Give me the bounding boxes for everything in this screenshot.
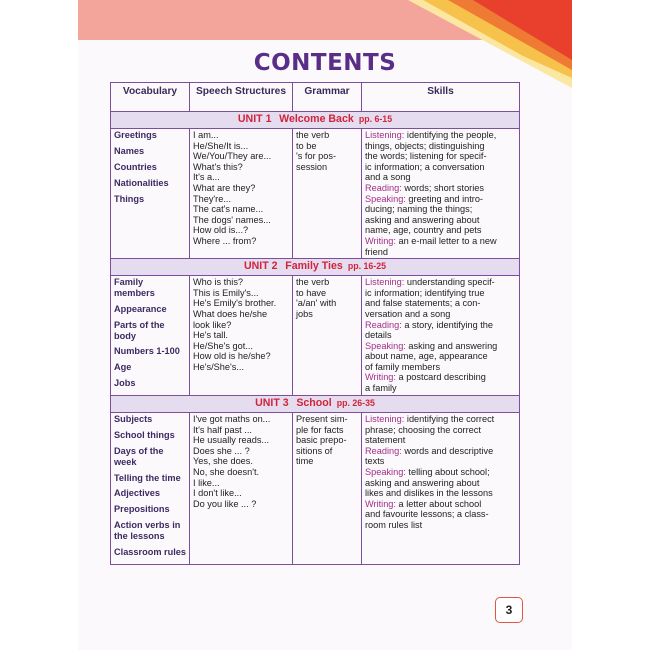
skill-line	[365, 478, 516, 489]
skill-line	[365, 467, 516, 478]
vocabulary-item: Subjects	[114, 414, 153, 425]
unit-header	[111, 396, 520, 413]
skill-text: and favourite lessons; a class-	[365, 509, 489, 520]
speech-structure-line: I am...	[193, 130, 219, 140]
grammar-line: to have	[296, 287, 327, 298]
skill-text: about name, age, appearance	[365, 351, 488, 362]
skill-line	[365, 383, 516, 394]
skills-cell	[362, 129, 520, 259]
unit-pages: pp. 16-25	[347, 261, 386, 272]
skill-line	[365, 288, 516, 299]
speech-structure-line: I like...	[193, 477, 220, 488]
grammar-cell	[293, 276, 362, 396]
unit-pages: pp. 6-15	[358, 114, 393, 124]
skill-line	[365, 414, 516, 425]
speech-structure-line: He/She's got...	[193, 340, 253, 351]
skill-line	[365, 425, 516, 436]
unit-content-row	[111, 276, 520, 396]
vocabulary-list	[114, 414, 186, 558]
skill-text: identifying the people,	[404, 130, 497, 140]
skill-text: ic information; identifying true	[365, 287, 485, 298]
speech-structure-line: Do you like ... ?	[193, 498, 257, 509]
skill-text: identifying the correct	[404, 414, 495, 425]
skill-line	[365, 499, 516, 510]
vocabulary-list	[114, 130, 186, 204]
skill-text: phrase; choosing the correct	[365, 424, 481, 435]
grammar-line: the verb	[296, 277, 330, 288]
grammar-line: sitions of	[296, 445, 333, 456]
speech-structure-line: He's/She's...	[193, 361, 244, 372]
skill-text: asking and answering about	[365, 214, 480, 225]
skill-text: details	[365, 330, 392, 341]
contents-table	[110, 82, 520, 565]
skill-text: ic information; a conversation	[365, 161, 485, 172]
speech-structure-line: He's Emily's brother.	[193, 298, 277, 309]
skill-line	[365, 309, 516, 320]
grammar-line: ple for facts	[296, 424, 344, 435]
vocabulary-item: Classroom rules	[114, 546, 186, 557]
skill-line	[365, 225, 516, 236]
skill-label: Listening:	[365, 414, 405, 425]
skill-line	[365, 298, 516, 309]
book-page	[78, 0, 572, 650]
page-number-badge: 3	[495, 597, 523, 623]
skill-line	[365, 435, 516, 446]
speech-structures-cell	[190, 413, 293, 565]
unit-name: School	[296, 397, 332, 410]
header-speech-structures: Speech Structures	[190, 83, 293, 112]
unit-header	[111, 259, 520, 276]
skill-line	[365, 162, 516, 173]
speech-structure-line: The dogs' names...	[193, 214, 271, 225]
speech-structure-line: He's tall.	[193, 330, 228, 341]
speech-structure-line: He usually reads...	[193, 435, 270, 446]
skill-text: texts	[365, 456, 385, 467]
skill-text: the words; listening for specif-	[365, 151, 487, 162]
vocabulary-item: Family members	[114, 277, 155, 298]
vocabulary-item: Parts of the body	[114, 319, 165, 341]
skill-line	[365, 320, 516, 331]
skill-text: things, objects; distinguishing	[365, 140, 485, 151]
unit-number: UNIT 3	[255, 397, 289, 410]
skill-label: Listening:	[365, 277, 405, 288]
grammar-line: to be	[296, 140, 317, 151]
vocabulary-item: Days of the week	[114, 445, 164, 467]
speech-structure-line: They're...	[193, 193, 232, 204]
skill-line	[365, 204, 516, 215]
vocabulary-item: Telling the time	[114, 472, 181, 483]
grammar-line: 's for pos-	[296, 151, 337, 162]
grammar-line: jobs	[296, 308, 313, 319]
skill-text: ducing; naming the things;	[365, 204, 473, 215]
skill-text: a story, identifying the	[401, 319, 494, 330]
vocabulary-list	[114, 277, 186, 389]
skill-text: words and descriptive	[401, 445, 494, 456]
vocabulary-cell	[111, 413, 190, 565]
unit-pages: pp. 26-35	[336, 398, 375, 409]
skill-line	[365, 520, 516, 531]
skill-label: Speaking:	[365, 193, 406, 204]
vocabulary-item: Greetings	[114, 130, 157, 140]
skill-label: Speaking:	[365, 340, 406, 351]
vocabulary-item: Jobs	[114, 378, 136, 389]
skill-line	[365, 183, 516, 194]
skill-text: asking and answering	[405, 340, 498, 351]
skill-label: Writing:	[365, 235, 396, 246]
speech-structure-line: No, she doesn't.	[193, 467, 260, 478]
skill-text: of family members	[365, 361, 441, 372]
speech-structure-line: The cat's name...	[193, 204, 264, 215]
skill-line	[365, 509, 516, 520]
skill-text: greeting and intro-	[405, 193, 483, 204]
grammar-line: the verb	[296, 130, 330, 140]
skill-text: an e-mail letter to a new	[395, 235, 497, 246]
skill-text: telling about school;	[405, 467, 490, 478]
grammar-line: session	[296, 161, 328, 172]
speech-structure-line: How old is...?	[193, 225, 249, 236]
skill-line	[365, 341, 516, 352]
speech-structure-line: What's this?	[193, 161, 243, 172]
skill-line	[365, 141, 516, 152]
skill-line	[365, 372, 516, 383]
skill-text: asking and answering about	[365, 477, 480, 488]
skill-text: a family	[365, 383, 397, 394]
skill-label: Reading:	[365, 319, 402, 330]
speech-structure-line: Yes, she does.	[193, 456, 253, 467]
skill-text: friend	[365, 246, 388, 257]
unit-name: Family Ties	[285, 260, 343, 273]
skill-label: Writing:	[365, 372, 396, 383]
speech-structure-line: What does he/she	[193, 308, 268, 319]
speech-structure-line: He/She/It is...	[193, 140, 249, 151]
unit-number: UNIT 1	[237, 113, 272, 125]
unit-header	[111, 112, 520, 129]
unit-header-row	[111, 112, 520, 129]
skill-line	[365, 446, 516, 457]
speech-structures-cell	[190, 129, 293, 259]
skills-cell	[362, 276, 520, 396]
grammar-cell	[293, 413, 362, 565]
skill-label: Writing:	[365, 498, 396, 509]
speech-structure-line: This is Emily's...	[193, 287, 259, 298]
grammar-line: 'a/an' with	[296, 298, 337, 309]
skill-text: room rules list	[365, 520, 423, 530]
speech-structure-line: Where ... from?	[193, 235, 257, 246]
table-header-row	[111, 83, 520, 112]
vocabulary-item: Numbers 1-100	[114, 346, 180, 357]
skill-text: name, age, country and pets	[365, 225, 482, 236]
unit-content-row	[111, 129, 520, 259]
grammar-line: time	[296, 456, 314, 467]
vocabulary-cell	[111, 129, 190, 259]
vocabulary-item: School things	[114, 429, 175, 440]
vocabulary-item: Prepositions	[114, 504, 170, 515]
skill-label: Reading:	[365, 182, 402, 193]
speech-structure-line: look like?	[193, 319, 232, 330]
skill-text: versation and a song	[365, 308, 451, 319]
vocabulary-item: Age	[114, 362, 132, 373]
vocabulary-item: Nationalities	[114, 177, 169, 188]
header-skills: Skills	[362, 83, 520, 112]
speech-structure-line: I don't like...	[193, 488, 242, 499]
skill-line	[365, 215, 516, 226]
unit-header-row	[111, 396, 520, 413]
unit-header-row	[111, 259, 520, 276]
unit-number: UNIT 2	[244, 260, 278, 273]
grammar-line: Present sim-	[296, 414, 348, 425]
skill-label: Reading:	[365, 445, 402, 456]
speech-structure-line: How old is he/she?	[193, 351, 271, 362]
skill-line	[365, 330, 516, 341]
skill-line	[365, 247, 516, 258]
vocabulary-item: Appearance	[114, 303, 167, 314]
page-title: CONTENTS	[253, 50, 397, 76]
skill-line	[365, 151, 516, 162]
skill-line	[365, 456, 516, 467]
skill-line	[365, 130, 516, 141]
skill-line	[365, 172, 516, 183]
skills-cell	[362, 413, 520, 565]
skill-line	[365, 362, 516, 373]
skill-label: Speaking:	[365, 467, 406, 478]
skill-text: a letter about school	[395, 498, 482, 509]
skill-text: statement	[365, 435, 406, 446]
vocabulary-item: Countries	[114, 161, 157, 172]
vocabulary-item: Names	[114, 145, 145, 156]
skill-line	[365, 236, 516, 247]
header-vocabulary: Vocabulary	[111, 83, 190, 112]
unit-content-row	[111, 413, 520, 565]
skill-text: a postcard describing	[395, 372, 486, 383]
speech-structure-line: I've got maths on...	[193, 414, 271, 425]
grammar-cell	[293, 129, 362, 259]
skill-label: Listening:	[365, 130, 405, 140]
skill-line	[365, 194, 516, 205]
skill-line	[365, 351, 516, 362]
speech-structure-line: It's half past ...	[193, 424, 252, 435]
vocabulary-cell	[111, 276, 190, 396]
skill-line	[365, 277, 516, 288]
speech-structure-line: It's a...	[193, 172, 220, 183]
skill-text: words; short stories	[401, 182, 484, 193]
speech-structure-line: What are they?	[193, 182, 256, 193]
skill-text: and a song	[365, 172, 411, 183]
skill-text: likes and dislikes in the lessons	[365, 488, 493, 499]
speech-structures-cell	[190, 276, 293, 396]
speech-structure-line: Does she ... ?	[193, 445, 250, 456]
vocabulary-item: Things	[114, 193, 145, 204]
grammar-line: basic prepo-	[296, 435, 347, 446]
speech-structure-line: We/You/They are...	[193, 151, 272, 162]
speech-structure-line: Who is this?	[193, 277, 244, 288]
skill-text: and false statements; a con-	[365, 298, 481, 309]
vocabulary-item: Adjectives	[114, 488, 160, 499]
skill-line	[365, 488, 516, 499]
skill-text: understanding specif-	[404, 277, 495, 288]
header-grammar: Grammar	[293, 83, 362, 112]
unit-name: Welcome Back	[279, 113, 354, 125]
vocabulary-item: Action verbs in the lessons	[114, 520, 181, 541]
